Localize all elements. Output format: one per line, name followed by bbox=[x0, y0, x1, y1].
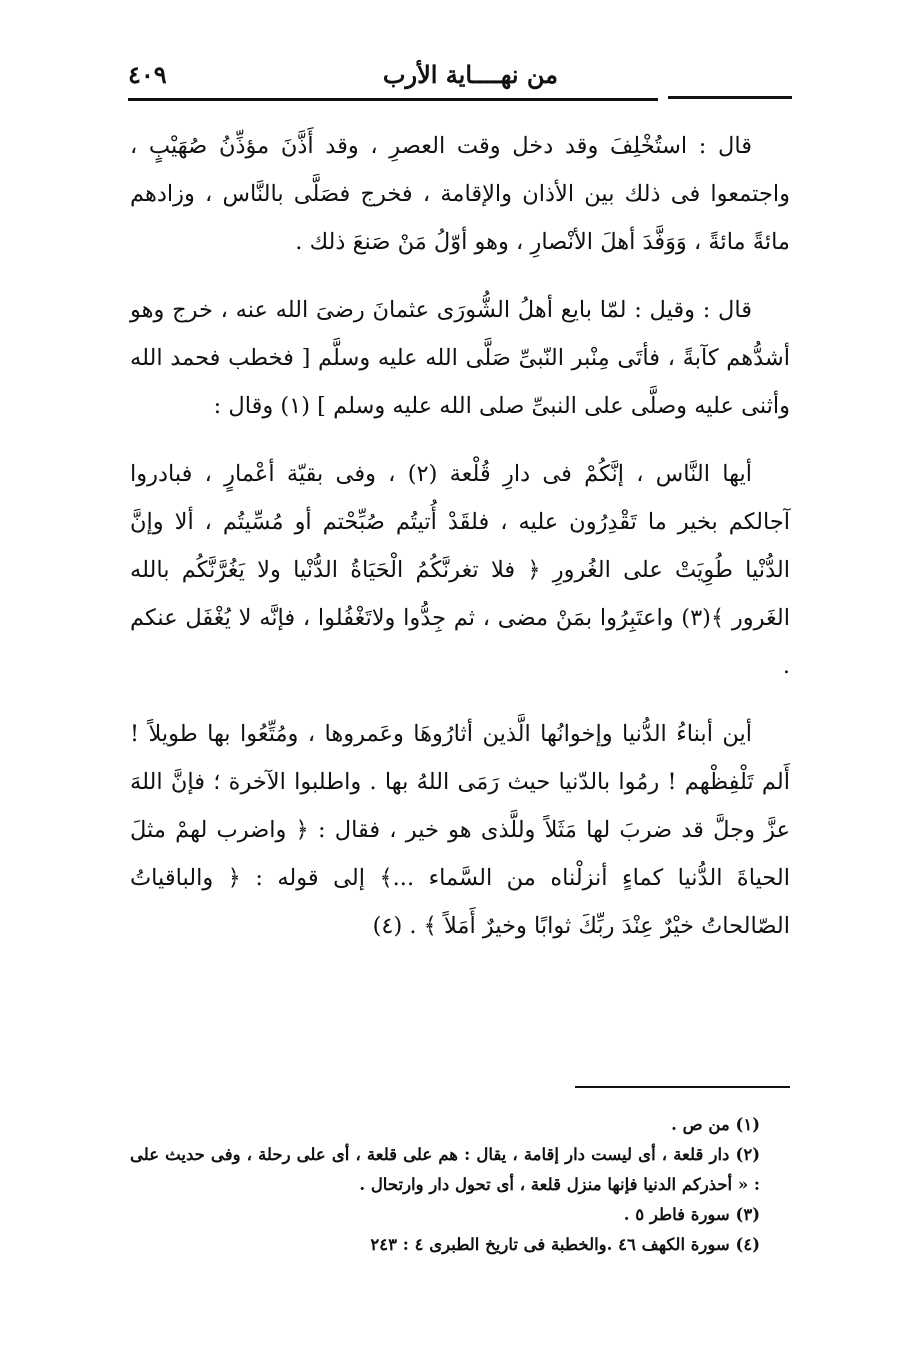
footnote-4: (٤) سورة الكهف ٤٦ .والخطبة فى تاريخ الطبرى ٤ : ٢٤٣ bbox=[370, 1235, 760, 1254]
running-title: من نهــــاية الأرب bbox=[382, 60, 558, 89]
paragraph-1: قال : استُخْلِفَ وقد دخل وقت العصرِ ، وقد أَذَّنَ مؤذِّنُ صُهَيْبٍ ، واجتمعوا فى ذلك بين الأذان والإقامة ، فخرج فصَلَّى بالنَّاس ، وزادهم مائةً مائةً ، وَوَفَّدَ أهلَ الأنْصارِ ، وهو أوّلُ مَنْ صَنعَ ذلك . bbox=[130, 133, 790, 255]
footnotes bbox=[130, 1110, 790, 1260]
footnote-2: (٢) دار قلعة ، أى ليست دار إقامة ، يقال : هم على قلعة ، أى على رحلة ، وفى حديث على : « أحذركم الدنيا فإنها منزل قلعة ، أى تحول دار وارتحال . bbox=[130, 1145, 760, 1194]
page-header bbox=[128, 52, 788, 98]
footnote-separator bbox=[575, 1086, 790, 1088]
paragraph-2: قال : وقيل : لمّا بايع أهلُ الشُّورَى عثمانَ رضىَ الله عنه ، خرج وهو أشدُّهم كآبةً ، فأتَى مِنْبر النّبىِّ صَلَّى الله عليه وسلَّم [ فخطب فحمد الله وأثنى عليه وصلَّى على النبىِّ صلى الله عليه وسلم ] (١) وقال : bbox=[130, 297, 790, 419]
header-rule-short bbox=[668, 96, 792, 99]
header-rule bbox=[128, 98, 658, 101]
footnote-3: (٣) سورة فاطر ٥ . bbox=[623, 1205, 760, 1224]
main-text bbox=[130, 122, 790, 950]
page-number: ٤٠٩ bbox=[128, 60, 167, 89]
paragraph-3: أيها النَّاس ، إنَّكُمْ فى دارِ قُلْعة (٢) ، وفى بقيّة أعْمارٍ ، فبادروا آجالكم بخير ما تَقْدِرُون عليه ، فلقَدْ أُتيتُم صُبِّحْتم أو مُسِّيتُم ، ألا وإنَّ الدُّنْيا طُوِيَتْ على الغُرورِ ﴿ فلا تغرنَّكُمُ الْحَيَاةُ الدُّنْيا ولا يَغُرَّنَّكُم بالله الغَرور ﴾(٣) واعتَبِرُوا بمَنْ مضى ، ثم جِدُّوا ولاتَغْفُلوا ، فإنَّه لا يُغْفَل عنكم . bbox=[130, 461, 790, 679]
paragraph-4: أين أبناءُ الدُّنيا وإخوانُها الَّذين أثارُوهَا وعَمروها ، ومُتِّعُوا بها طويلاً ! أَلم تَلْفِظْهم ! رمُوا بالدّنيا حيث رَمَى اللهُ بها . واطلبوا الآخرة ؛ فإنَّ اللهَ عزَّ وجلَّ قد ضربَ لها مَثَلاً وللَّذى هو خير ، فقال : ﴿ واضرب لهمْ مثلَ الحياةَ الدُّنيا كماءٍ أنزلْناه من السَّماء ...﴾ إلى قوله : ﴿ والباقياتُ الصّالحاتُ خيْرٌ عِنْدَ ربِّكَ ثوابًا وخيرٌ أَمَلاً ﴾ . (٤) bbox=[130, 721, 790, 939]
footnote-1: (١) من ص . bbox=[671, 1115, 760, 1134]
